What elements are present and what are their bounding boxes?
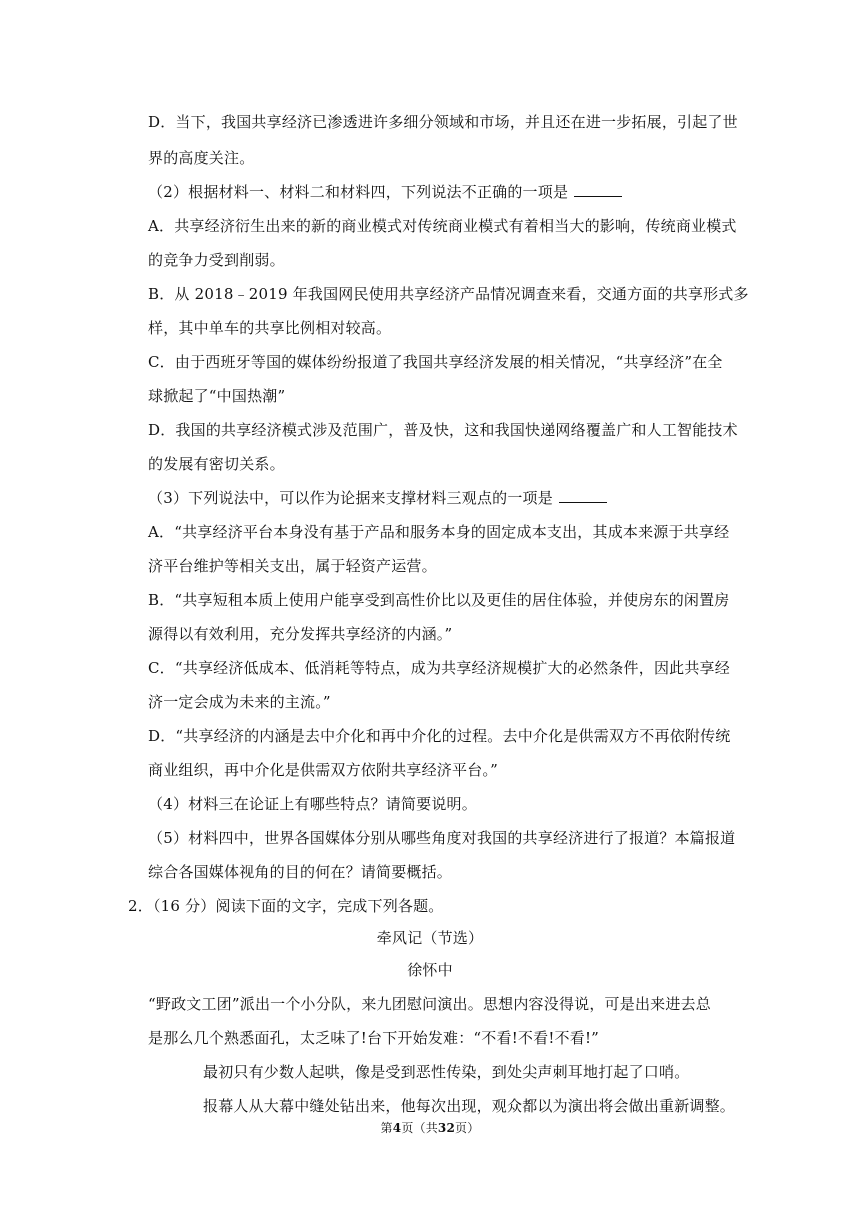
q5-stem-line1: （5）材料四中，世界各国媒体分别从哪些角度对我国的共享经济进行了报道？本篇报道 [148,829,736,847]
q3-option-b-line1: B．“共享短租本质上使用户能享受到高性价比以及更佳的居住体验，并使房东的闲置房 [148,591,730,609]
answer-blank [574,182,622,197]
q5-stem-line2: 综合各国媒体视角的目的何在？请简要概括。 [148,863,453,881]
q2-option-b-line2: 样，其中单车的共享比例相对较高。 [148,319,392,337]
q3-option-a-line1: A．“共享经济平台本身没有基于产品和服务本身的固定成本支出，其成本来源于共享经 [148,523,730,541]
q1-option-d-line2: 界的高度关注。 [148,149,255,167]
q3-option-c-line2: 济一定会成为未来的主流。” [148,693,331,711]
passage-para2: 最初只有少数人起哄，像是受到恶性传染，到处尖声刺耳地打起了口哨。 [203,1063,690,1081]
footer-page-number: 4 [392,1121,402,1135]
q2-option-c-line2: 球掀起了“中国热潮” [148,387,286,405]
passage-author: 徐怀中 [407,961,453,979]
q3-stem-text: （3）下列说法中，可以作为论据来支撑材料三观点的一项是 [148,489,553,507]
q3-option-b-line2: 源得以有效利用，充分发挥共享经济的内涵。” [148,625,453,643]
q3-stem [148,488,607,508]
passage-para1-line2: 是那么几个熟悉面孔，太乏味了!台下开始发难：“不看!不看!不看!” [148,1029,600,1047]
answer-blank [559,488,607,503]
q2-option-c-line1: C．由于西班牙等国的媒体纷纷报道了我国共享经济发展的相关情况，“共享经济”在全 [148,353,723,371]
footer-total-pages: 32 [437,1121,456,1135]
q3-option-a-line2: 济平台维护等相关支出，属于轻资产运营。 [148,557,437,575]
q3-option-d-line2: 商业组织，再中介化是供需双方依附共享经济平台。” [148,761,498,779]
q1-option-d-line1: D．当下，我国共享经济已渗透进许多细分领域和市场，并且还在进一步拓展，引起了世 [148,113,738,131]
q3-option-d-line1: D．“共享经济的内涵是去中介化和再中介化的过程。去中介化是供需双方不再依附传统 [148,727,731,745]
footer-mid: 页（共 [401,1121,438,1135]
q2-stem [148,182,622,202]
q2-option-a-line1: A．共享经济衍生出来的新的商业模式对传统商业模式有着相当大的影响，传统商业模式 [148,217,737,235]
passage-para3: 报幕人从大幕中缝处钻出来，他每次出现，观众都以为演出将会做出重新调整。 [203,1097,736,1115]
q2-option-d-line1: D．我国的共享经济模式涉及范围广，普及快，这和我国快递网络覆盖广和人工智能技术 [148,421,738,439]
passage-title: 牵风记（节选） [376,929,484,947]
passage-para1-line1: “野政文工团”派出一个小分队，来九团慰问演出。思想内容没得说，可是出来进去总 [148,995,711,1013]
footer-prefix: 第 [380,1121,393,1135]
footer-suffix: 页） [455,1121,480,1135]
page-footer [0,1120,860,1136]
q2-stem-text: （2）根据材料一、材料二和材料四，下列说法不正确的一项是 [148,183,569,201]
question2-header: 2．（16 分）阅读下面的文字，完成下列各题。 [128,897,444,915]
q4-stem: （4）材料三在论证上有哪些特点？请简要说明。 [148,795,477,813]
q2-option-d-line2: 的发展有密切关系。 [148,455,285,473]
q3-option-c-line1: C．“共享经济低成本、低消耗等特点，成为共享经济规模扩大的必然条件，因此共享经 [148,659,730,677]
q2-option-b-line1: B．从 2018﹣2019 年我国网民使用共享经济产品情况调查来看，交通方面的共享形式多 [148,285,749,303]
q2-option-a-line2: 的竞争力受到削弱。 [148,251,285,269]
